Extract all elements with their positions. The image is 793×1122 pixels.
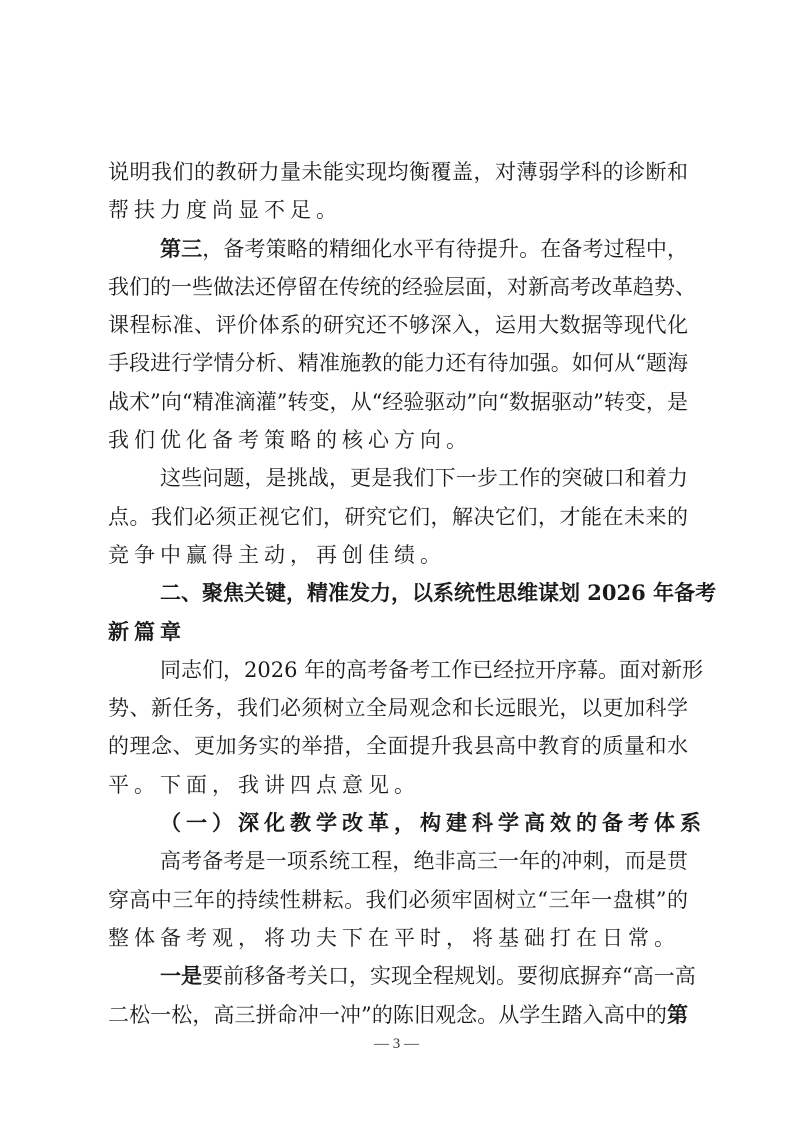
page-number: — 3 — <box>374 1036 419 1052</box>
text-line <box>108 766 688 804</box>
text-segment: 课程标准、评价体系的研究还不够深入，运用大数据等现代化 <box>108 313 688 338</box>
text-segment: 同志们，2026 年的高考备考工作已经拉开序幕。面对新形 <box>160 657 704 682</box>
text-line <box>108 957 696 995</box>
text-line <box>108 651 704 689</box>
text-line <box>108 536 688 574</box>
text-line <box>108 306 688 344</box>
bold-text: （一）深化教学改革，构建科学高效的备考体系 <box>160 810 706 836</box>
text-line <box>108 459 688 497</box>
text-segment: 手段进行学情分析、精准施教的能力还有待加强。如何从“题海 <box>108 351 688 376</box>
text-line <box>108 574 717 612</box>
text-segment: 点。我们必须正视它们，研究它们，解决它们，才能在未来的 <box>108 504 688 529</box>
text-line <box>108 919 688 957</box>
text-segment: 战术”向“精准滴灌”转变，从“经验驱动”向“数据驱动”转变，是 <box>108 389 688 414</box>
text-line <box>108 230 688 268</box>
text-segment: 的理念、更加务实的举措，全面提升我县高中教育的质量和水 <box>108 734 688 759</box>
text-segment: 平。下面，我讲四点意见。 <box>108 772 420 797</box>
text-segment: 穿高中三年的持续性耕耘。我们必须牢固树立“三年一盘棋”的 <box>108 887 688 912</box>
text-segment: ，备考策略的精细化水平有待提升。在备考过程中， <box>202 236 688 261</box>
text-line <box>108 996 688 1034</box>
text-segment: 高考备考是一项系统工程，绝非高三一年的冲刺，而是贯 <box>160 849 688 874</box>
text-line <box>108 613 688 651</box>
text-segment: 这些问题，是挑战，更是我们下一步工作的突破口和着力 <box>160 466 688 491</box>
text-line <box>108 191 688 229</box>
text-line <box>108 881 688 919</box>
text-segment: 我们的一些做法还停留在传统的经验层面，对新高考改革趋势、 <box>108 274 696 299</box>
text-segment: 说明我们的教研力量未能实现均衡覆盖，对薄弱学科的诊断和 <box>108 160 688 184</box>
bold-text: 第三 <box>160 235 203 261</box>
text-segment: 我们优化备考策略的核心方向。 <box>108 428 472 453</box>
text-line <box>108 383 688 421</box>
bold-text: 新篇章 <box>108 618 186 644</box>
text-line <box>108 153 688 191</box>
text-segment: 二松一松，高三拼命冲一冲”的陈旧观念。从学生踏入高中的 <box>108 1002 667 1027</box>
text-line <box>108 727 688 765</box>
bold-text: 一是 <box>160 963 202 989</box>
text-segment: 帮扶力度尚显不足。 <box>108 198 342 223</box>
text-segment: 要前移备考关口，实现全程规划。要彻底摒弃“高一高 <box>202 964 696 989</box>
text-line <box>108 344 688 382</box>
text-segment: 势、新任务，我们必须树立全局观念和长远眼光，以更加科学 <box>108 696 688 721</box>
text-line <box>108 421 688 459</box>
text-segment: 整体备考观，将功夫下在平时，将基础打在日常。 <box>108 925 680 950</box>
text-segment: 竞争中赢得主动，再创佳绩。 <box>108 542 446 567</box>
bold-text: 二、聚焦关键，精准发力，以系统性思维谋划 2026 年备考 <box>160 580 717 606</box>
text-line <box>108 804 706 842</box>
text-line <box>108 498 688 536</box>
text-line <box>108 842 688 880</box>
bold-text: 第 <box>667 1001 688 1027</box>
text-line <box>108 268 696 306</box>
text-line <box>108 689 688 727</box>
document-body <box>108 153 717 1034</box>
